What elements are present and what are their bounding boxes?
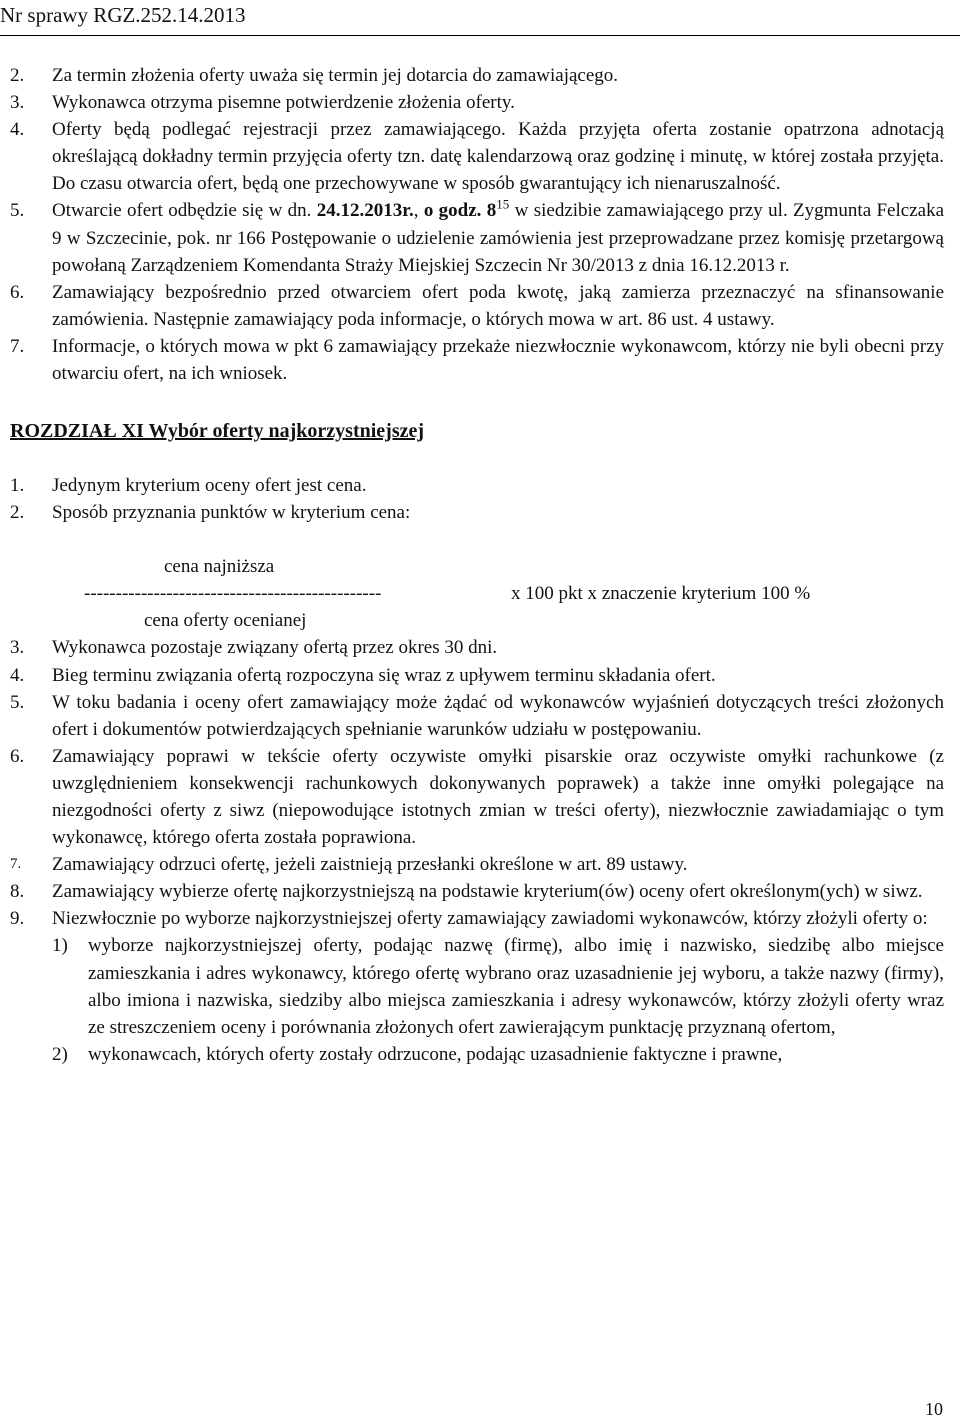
item-number: 7. bbox=[10, 856, 22, 873]
list-item bbox=[0, 333, 960, 387]
item-number: 2. bbox=[10, 502, 25, 524]
list-item bbox=[0, 62, 960, 89]
item-text: Zamawiający odrzuci ofertę, jeżeli zaistnieją przesłanki określone w art. 89 ustawy. bbox=[52, 854, 688, 876]
list-item bbox=[0, 851, 960, 878]
list-item bbox=[0, 89, 960, 116]
list-item bbox=[0, 905, 960, 932]
list-item bbox=[0, 878, 960, 905]
item-number: 2. bbox=[10, 65, 25, 86]
section-title: ROZDZIAŁ XI Wybór oferty najkorzystniejszej bbox=[10, 420, 425, 443]
item-text: , bbox=[413, 200, 424, 222]
opening-minutes: 15 bbox=[496, 197, 510, 213]
item-number: 4. bbox=[10, 119, 25, 141]
list-item bbox=[0, 472, 960, 499]
page-number: 10 bbox=[925, 1399, 943, 1419]
item-text: Sposób przyznania punktów w kryterium cena: bbox=[52, 502, 411, 524]
item-text: Otwarcie ofert odbędzie się w dn. bbox=[52, 200, 317, 222]
list-item bbox=[0, 116, 960, 197]
item-text: Zamawiający wybierze ofertę najkorzystniejszą na podstawie kryterium(ów) oceny ofert określonym(ych) w siwz. bbox=[52, 881, 923, 903]
opening-date: 24.12.2013r. bbox=[316, 200, 414, 222]
item-number: 4. bbox=[10, 664, 25, 686]
item-number: 1. bbox=[10, 475, 25, 497]
formula-numerator: cena najniższa bbox=[164, 556, 275, 578]
formula-denominator: cena oferty ocenianej bbox=[144, 610, 307, 632]
item-number: 6. bbox=[10, 745, 25, 767]
item-number: 8. bbox=[10, 881, 25, 903]
item-text: Zamawiający poprawi w tekście oferty oczywiste omyłki pisarskie oraz oczywiste omyłki rachunkowe (z uwzględnieniem konsekwencji rachunkowych dokonywanych poprawek) a także inne omyłki polegające na niezgodności oferty z siwz (niepowodujące istotnych zmian w treści oferty), niezwłocznie zawiadamiając o tym wykonawcę, którego oferta została poprawiona. bbox=[52, 745, 944, 849]
item-text: w siedzibie zamawiającego przy ul. Zygmunta Felczaka 9 w Szczecinie, pok. nr 166 Postępowanie o udzielenie zamówienia jest przeprowadzane przez komisję przetargową powołaną Zarządzeniem Komendanta Straży Miejskiej Szczecin Nr 30/2013 z dnia 16.12.2013 r. bbox=[52, 200, 945, 276]
price-formula bbox=[0, 553, 960, 634]
page-header-case-number: Nr sprawy RGZ.252.14.2013 bbox=[0, 3, 246, 27]
list-item bbox=[0, 499, 960, 526]
header-rule bbox=[0, 35, 960, 36]
item-text: Oferty będą podlegać rejestracji przez zamawiającego. Każda przyjęta oferta zostanie opatrzona adnotacją określającą dokładny termin przyjęcia oferty tzn. datę kalendarzową oraz godzinę i minutę, w której została przyjęta. Do czasu otwarcia ofert, będą one przechowywane w sposób gwarantujący ich nienaruszalność. bbox=[52, 119, 944, 195]
list-item bbox=[0, 279, 960, 333]
list-item bbox=[0, 743, 960, 851]
list-item bbox=[0, 689, 960, 743]
formula-fraction-line: ----------------------------------------------- bbox=[84, 583, 382, 605]
document-body bbox=[0, 62, 960, 1068]
list-item bbox=[0, 662, 960, 689]
formula-multiplier: x 100 pkt x znaczenie kryterium 100 % bbox=[511, 583, 811, 605]
item-number: 3. bbox=[10, 92, 25, 114]
opening-time-label: o godz. bbox=[423, 200, 482, 222]
sub-item-text: wykonawcach, których oferty zostały odrzucone, podając uzasadnienie faktyczne i prawne, bbox=[88, 1043, 783, 1065]
item-number: 7. bbox=[10, 335, 25, 357]
sub-list-item bbox=[0, 932, 960, 1040]
sub-list-item bbox=[0, 1041, 960, 1068]
item-text: Bieg terminu związania ofertą rozpoczyna się wraz z upływem terminu składania ofert. bbox=[52, 664, 716, 686]
item-number: 3. bbox=[10, 637, 25, 659]
list-item-opening bbox=[0, 197, 960, 278]
sub-item-number: 1) bbox=[52, 935, 68, 957]
list-item bbox=[0, 634, 960, 661]
item-text: W toku badania i oceny ofert zamawiający może żądać od wykonawców wyjaśnień dotyczących treści złożonych ofert i dokumentów potwierdzających spełnianie warunków udziału w postępowaniu. bbox=[52, 691, 944, 740]
opening-hour: 8 bbox=[486, 200, 497, 222]
item-number: 6. bbox=[10, 281, 25, 303]
item-text: Jedynym kryterium oceny ofert jest cena. bbox=[52, 475, 367, 497]
sub-item-text: wyborze najkorzystniejszej oferty, podając nazwę (firmę), albo imię i nazwisko, siedzibę albo miejsce zamieszkania i adres wykonawcy, którego ofertę wybrano oraz uzasadnienie jej wyboru, a także nazwy (firmy), albo imiona i nazwiska, siedziby albo miejsca zamieszkania i adresy wykonawców, którzy złożyli oferty wraz ze streszczeniem oceny i porównania złożonych ofert zawierającym punktację przyznaną ofertom, bbox=[88, 935, 944, 1038]
item-number: 5. bbox=[10, 691, 25, 713]
item-text: Zamawiający bezpośrednio przed otwarciem ofert poda kwotę, jaką zamierza przeznaczyć na sfinansowanie zamówienia. Następnie zamawiający poda informacje, o których mowa w art. 86 ust. 4 ustawy. bbox=[52, 281, 944, 330]
item-text: Wykonawca otrzyma pisemne potwierdzenie złożenia oferty. bbox=[52, 92, 515, 114]
item-number: 5. bbox=[10, 200, 25, 222]
item-text: Wykonawca pozostaje związany ofertą przez okres 30 dni. bbox=[52, 637, 498, 659]
item-text: Informacje, o których mowa w pkt 6 zamawiający przekaże niezwłocznie wykonawcom, którzy nie byli obecni przy otwarciu ofert, na ich wniosek. bbox=[52, 335, 944, 385]
sub-item-number: 2) bbox=[52, 1043, 68, 1065]
item-number: 9. bbox=[10, 908, 25, 930]
item-text: Niezwłocznie po wyborze najkorzystniejszej oferty zamawiający zawiadomi wykonawców, którzy złożyli oferty o: bbox=[52, 908, 928, 930]
item-text: Za termin złożenia oferty uważa się termin jej dotarcia do zamawiającego. bbox=[52, 65, 619, 86]
